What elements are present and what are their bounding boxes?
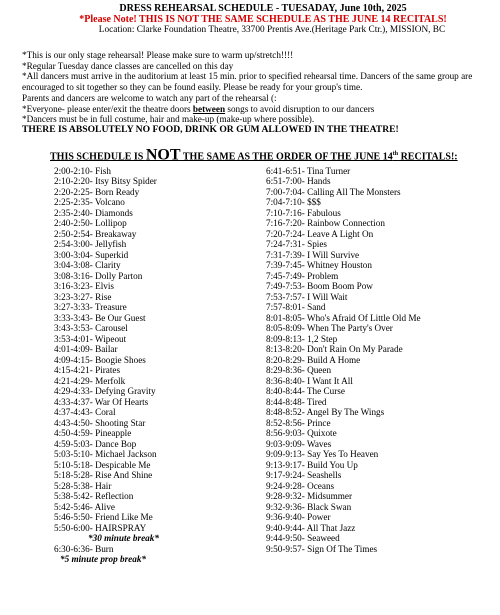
schedule-entry: 4:43-4:50- Shooting Star [54, 417, 146, 428]
schedule-entry: 7:24-7:31- Spies [266, 239, 327, 250]
schedule-entry: 4:01-4:09- Bailar [54, 344, 118, 355]
schedule-entry: 3:00-3:04- Superkid [54, 249, 129, 260]
schedule-entry: 4:21-4:29- Merfolk [54, 375, 126, 386]
schedule-entry: 8:09-8:13- 1,2 Step [266, 333, 338, 344]
schedule-entry: 8:13-8:20- Don't Rain On My Parade [266, 344, 403, 355]
schedule-entry: 7:49-7:53- Boom Boom Pow [266, 281, 373, 292]
schedule-entry: 8:48-8:52- Angel By The Wings [266, 407, 385, 418]
schedule-entry: 3:16-3:23- Elvis [54, 281, 114, 292]
schedule-entry: 9:03-9:09- Waves [266, 438, 332, 449]
schedule-entry: 4:37-4:43- Coral [54, 407, 116, 418]
schedule-entry: 8:44-8:48- Tired [266, 396, 327, 407]
schedule-entry: 3:27-3:33- Treasure [54, 302, 127, 313]
schedule-entry: 5:50-6:00- HAIRSPRAY [54, 522, 147, 533]
note-line: *Regular Tuesday dance classes are cancelled on this day [22, 60, 234, 71]
schedule-break: *5 minute prop break* [60, 554, 147, 565]
schedule-entry: 8:29-8:36- Queen [266, 365, 332, 376]
no-food-warning: THERE IS ABSOLUTELY NO FOOD, DRINK OR GUM ALLOWED IN THE THEATRE! [22, 123, 399, 135]
schedule-entry: 5:28-5:38- Hair [54, 480, 112, 491]
schedule-entry: 9:50-9:57- Sign Of The Times [266, 543, 378, 554]
schedule-entry: 6:51-7:00- Hands [266, 176, 331, 187]
schedule-entry: 8:20-8:29- Build A Home [266, 354, 361, 365]
notes-section [22, 50, 492, 136]
schedule-entry: 2:35-2:40- Diamonds [54, 207, 133, 218]
schedule-entry: 2:50-2:54- Breakaway [54, 228, 137, 239]
heading-not: NOT [145, 145, 181, 163]
schedule-entry: 3:33-3:43- Be Our Guest [54, 312, 146, 323]
schedule-entry: 4:33-4:37- War Of Hearts [54, 396, 149, 407]
schedule-entry: 5:38-5:42- Reflection [54, 491, 134, 502]
schedule-entry: 3:08-3:16- Dolly Parton [54, 270, 143, 281]
schedule-entry: 7:04-7:10- $$$ [266, 197, 321, 208]
schedule-entry: 7:31-7:39- I Will Survive [266, 249, 360, 260]
schedule-entry: 6:30-6:36- Burn [54, 543, 114, 554]
schedule-entry: 2:40-2:50- Lollipop [54, 218, 127, 229]
note-text: songs to avoid disruption to our dancers [225, 103, 375, 114]
schedule-entry: 4:29-4:33- Defying Gravity [54, 386, 156, 397]
note-line: Parents and dancers are welcome to watch any part of the rehearsal (: [22, 92, 277, 103]
schedule-entry: 2:10-2:20- Itsy Bitsy Spider [54, 176, 157, 187]
schedule-break: *30 minute break* [88, 533, 159, 544]
note-line: *All dancers must arrive in the auditorium at least 15 min. prior to specified rehearsal time. Dancers of the same group are encouraged to sit together so they can be found easily. Please be ready for your group's time. [22, 71, 473, 93]
schedule-entry: 2:00-2:10- Fish [54, 165, 111, 176]
schedule-entry: 7:10-7:16- Fabulous [266, 207, 341, 218]
note-emphasis: between [192, 103, 226, 114]
schedule-entry: 6:41-6:51- Tina Turner [266, 165, 351, 176]
schedule-entry: 9:40-9:44- All That Jazz [266, 522, 356, 533]
location-line: Location: Clarke Foundation Theatre, 33700 Prentis Ave.(Heritage Park Ctr.), MISSION, BC [98, 25, 446, 35]
schedule-entry: 5:42-5:46- Alive [54, 501, 115, 512]
schedule-entry: 8:05-8:09- When The Party's Over [266, 323, 393, 334]
schedule-entry: 9:28-9:32- Midsummer [266, 491, 352, 502]
schedule-entry: 9:32-9:36- Black Swan [266, 501, 352, 512]
note-line: *This is our only stage rehearsal! Please make sure to warm up/stretch!!!! [22, 50, 294, 60]
heading-sup: th [392, 150, 399, 157]
schedule-entry: 3:43-3:53- Carousel [54, 323, 128, 334]
schedule-entry: 5:18-5:28- Rise And Shine [54, 470, 153, 481]
schedule-entry: 4:09-4:15- Boogie Shoes [54, 354, 146, 365]
schedule-entry: 5:03-5:10- Michael Jackson [54, 449, 157, 460]
heading-text: THIS SCHEDULE IS [50, 150, 146, 162]
schedule-entry: 9:36-9:40- Power [266, 512, 331, 523]
schedule-entry: 9:24-9:28- Oceans [266, 480, 335, 491]
schedule-entry: 7:53-7:57- I Will Wait [266, 291, 348, 302]
schedule-entry: 3:53-4:01- Wipeout [54, 333, 127, 344]
schedule-entry: 2:54-3:00- Jellyfish [54, 239, 127, 250]
schedule-entry: 8:01-8:05- Who's Afraid Of Little Old Me [266, 312, 421, 323]
schedule-entry: 9:44-9:50- Seaweed [266, 533, 340, 544]
schedule-entry: 2:20-2:25- Born Ready [54, 186, 140, 197]
schedule-left-column [54, 166, 159, 565]
schedule-entry: 7:20-7:24- Leave A Light On [266, 228, 374, 239]
schedule-entry: 3:23-3:27- Rise [54, 291, 112, 302]
schedule-heading [50, 147, 492, 164]
schedule-entry: 8:56-9:03- Quixote [266, 428, 337, 439]
schedule-entry: 8:52-8:56- Prince [266, 417, 331, 428]
schedule-entry: 5:46-5:50- Friend Like Me [54, 512, 153, 523]
heading-text: RECITALS!: [398, 150, 458, 162]
document-title: DRESS REHEARSAL SCHEDULE - TUESADAY, June 10th, 2025 [119, 3, 407, 14]
heading-text: THE SAME AS THE ORDER OF THE JUNE 14 [180, 150, 393, 162]
schedule-entry: 2:25-2:35- Volcano [54, 197, 125, 208]
schedule-entry: 7:45-7:49- Problem [266, 270, 339, 281]
note-line [22, 104, 492, 115]
schedule-entry: 7:00-7:04- Calling All The Monsters [266, 186, 401, 197]
schedule-entry: 8:36-8:40- I Want It All [266, 375, 353, 386]
schedule-entry: 9:13-9:17- Build You Up [266, 459, 358, 470]
schedule-entry: 3:04-3:08- Clarity [54, 260, 121, 271]
schedule-entry: 7:16-7:20- Rainbow Connection [266, 218, 385, 229]
document-subtitle-warning: *Please Note! THIS IS NOT THE SAME SCHEDULE AS THE JUNE 14 RECITALS! [79, 14, 447, 25]
note-line: *Dancers must be in full costume, hair and make-up (make-up where possible). [22, 114, 315, 125]
schedule-entry: 4:59-5:03- Dance Bop [54, 438, 137, 449]
schedule-entry: 8:40-8:44- The Curse [266, 386, 345, 397]
note-text: *Everyone- please enter/exit the theatre doors [22, 103, 193, 114]
schedule-entry: 4:15-4:21- Pirates [54, 365, 121, 376]
schedule-entry: 9:17-9:24- Seashells [266, 470, 342, 481]
schedule-entry: 4:50-4:59- Pineapple [54, 428, 132, 439]
schedule-entry: 7:57-8:01- Sand [266, 302, 326, 313]
schedule-entry: 5:10-5:18- Despicable Me [54, 459, 151, 470]
schedule-right-column [266, 166, 421, 555]
schedule-entry: 9:09-9:13- Say Yes To Heaven [266, 449, 379, 460]
schedule-entry: 7:39-7:45- Whitney Houston [266, 260, 372, 271]
